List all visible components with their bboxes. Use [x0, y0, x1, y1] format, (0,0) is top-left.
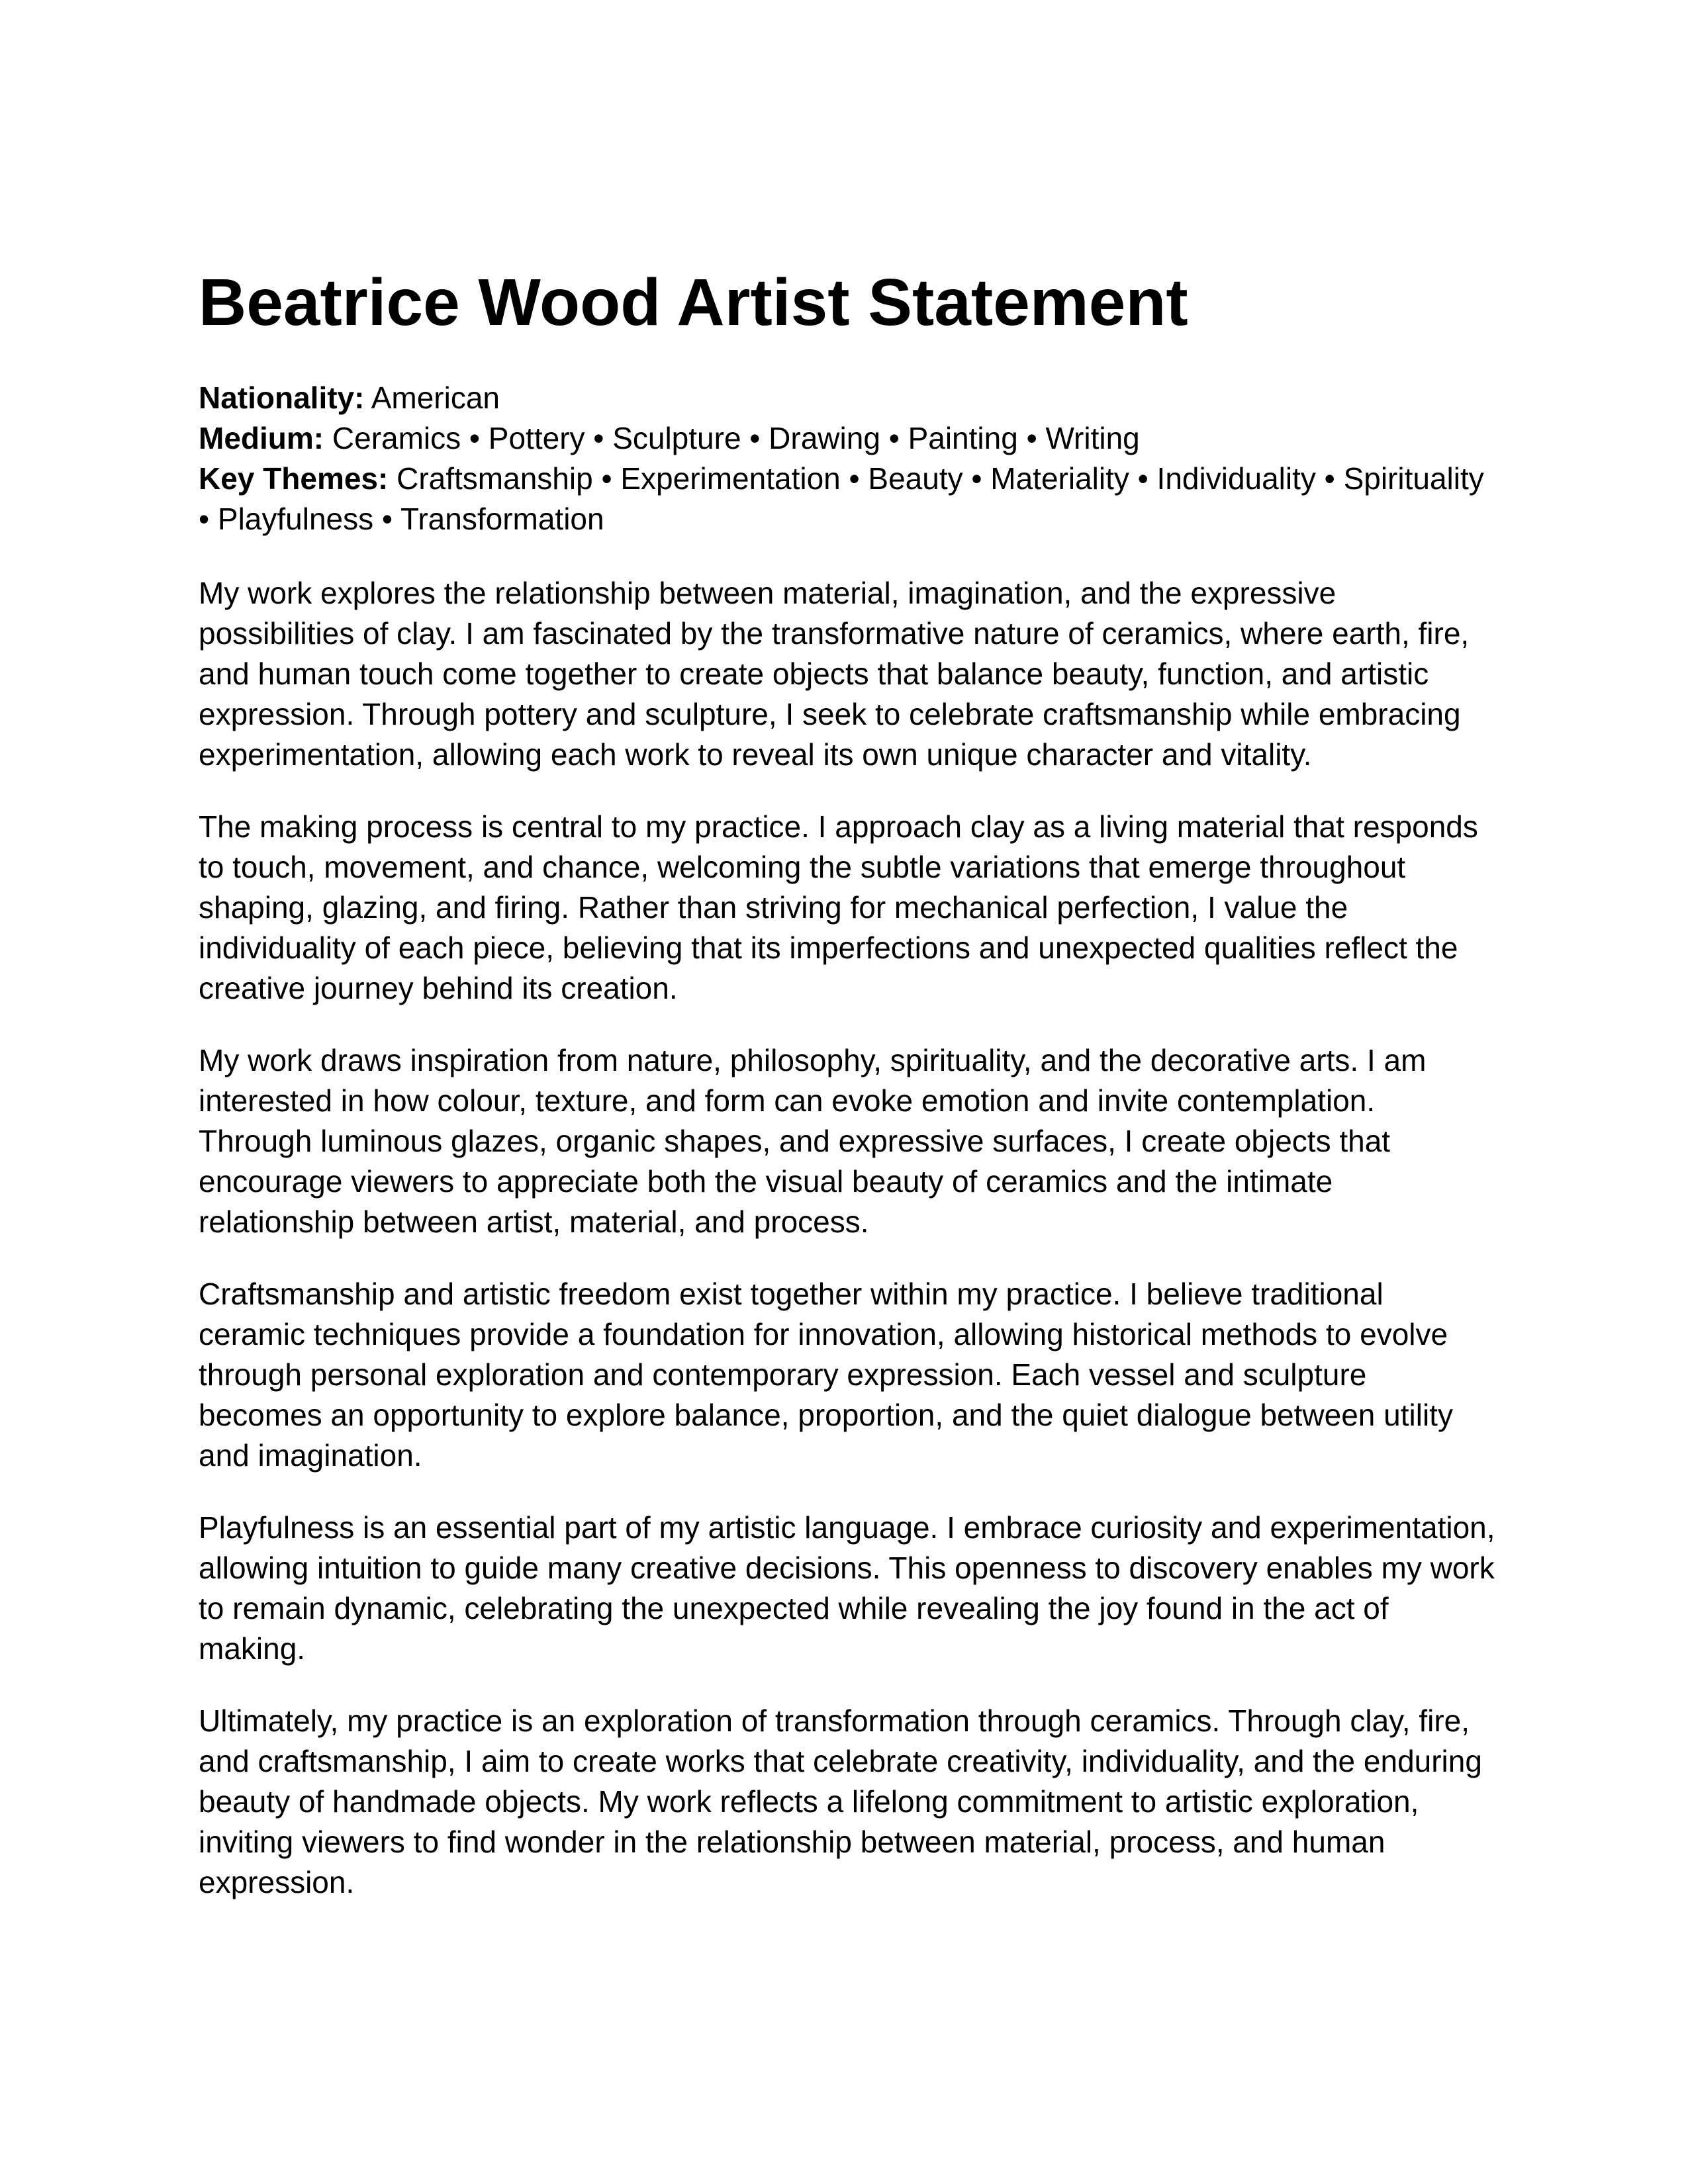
key-themes-label: Key Themes:	[199, 461, 389, 496]
paragraph: My work explores the relationship between material, imagination, and the expressive possibilities of clay. I am fascinated by the transformative nature of ceramics, where earth, fire, and human touch come together to create objects that balance beauty, function, and artistic expression. Through pottery and sculpture, I seek to celebrate craftsmanship while embracing experimentation, allowing each work to reveal its own unique character and vitality.	[199, 576, 1470, 772]
key-themes-line	[199, 459, 1496, 539]
metadata-block	[199, 378, 1496, 539]
nationality-label: Nationality:	[199, 381, 365, 415]
paragraph: Playfulness is an essential part of my artistic language. I embrace curiosity and experimentation, allowing intuition to guide many creative decisions. This openness to discovery enables my work to remain dynamic, celebrating the unexpected while revealing the joy found in the act of making.	[199, 1510, 1495, 1666]
document-title: Beatrice Wood Artist Statement	[199, 265, 1188, 340]
nationality-line	[199, 378, 1496, 418]
key-themes-value: Craftsmanship • Experimentation • Beauty • Materiality • Individuality • Spirituality • Playfulness • Transformation	[199, 461, 1484, 536]
paragraph: The making process is central to my practice. I approach clay as a living material that responds to touch, movement, and chance, welcoming the subtle variations that emerge throughout shaping, glazing, and firing. Rather than striving for mechanical perfection, I value the individuality of each piece, believing that its imperfections and unexpected qualities reflect the creative journey behind its creation.	[199, 809, 1478, 1005]
paragraph: Craftsmanship and artistic freedom exist together within my practice. I believe traditional ceramic techniques provide a foundation for innovation, allowing historical methods to evolve through personal exploration and contemporary expression. Each vessel and sculpture becomes an opportunity to explore balance, proportion, and the quiet dialogue between utility and imagination.	[199, 1277, 1453, 1473]
medium-line	[199, 418, 1496, 459]
nationality-value: American	[364, 381, 500, 415]
paragraph: Ultimately, my practice is an exploration of transformation through ceramics. Through clay, fire, and craftsmanship, I aim to create works that celebrate creativity, individuality, and the enduring beauty of handmade objects. My work reflects a lifelong commitment to artistic exploration, inviting viewers to find wonder in the relationship between material, process, and human expression.	[199, 1704, 1482, 1899]
medium-value: Ceramics • Pottery • Sculpture • Drawing • Painting • Writing	[324, 421, 1140, 455]
paragraph: My work draws inspiration from nature, philosophy, spirituality, and the decorative arts. I am interested in how colour, texture, and form can evoke emotion and invite contemplation. Through luminous glazes, organic shapes, and expressive surfaces, I create objects that encourage viewers to appreciate both the visual beauty of ceramics and the intimate relationship between artist, material, and process.	[199, 1043, 1427, 1239]
medium-label: Medium:	[199, 421, 324, 455]
statement-body	[199, 573, 1496, 1934]
